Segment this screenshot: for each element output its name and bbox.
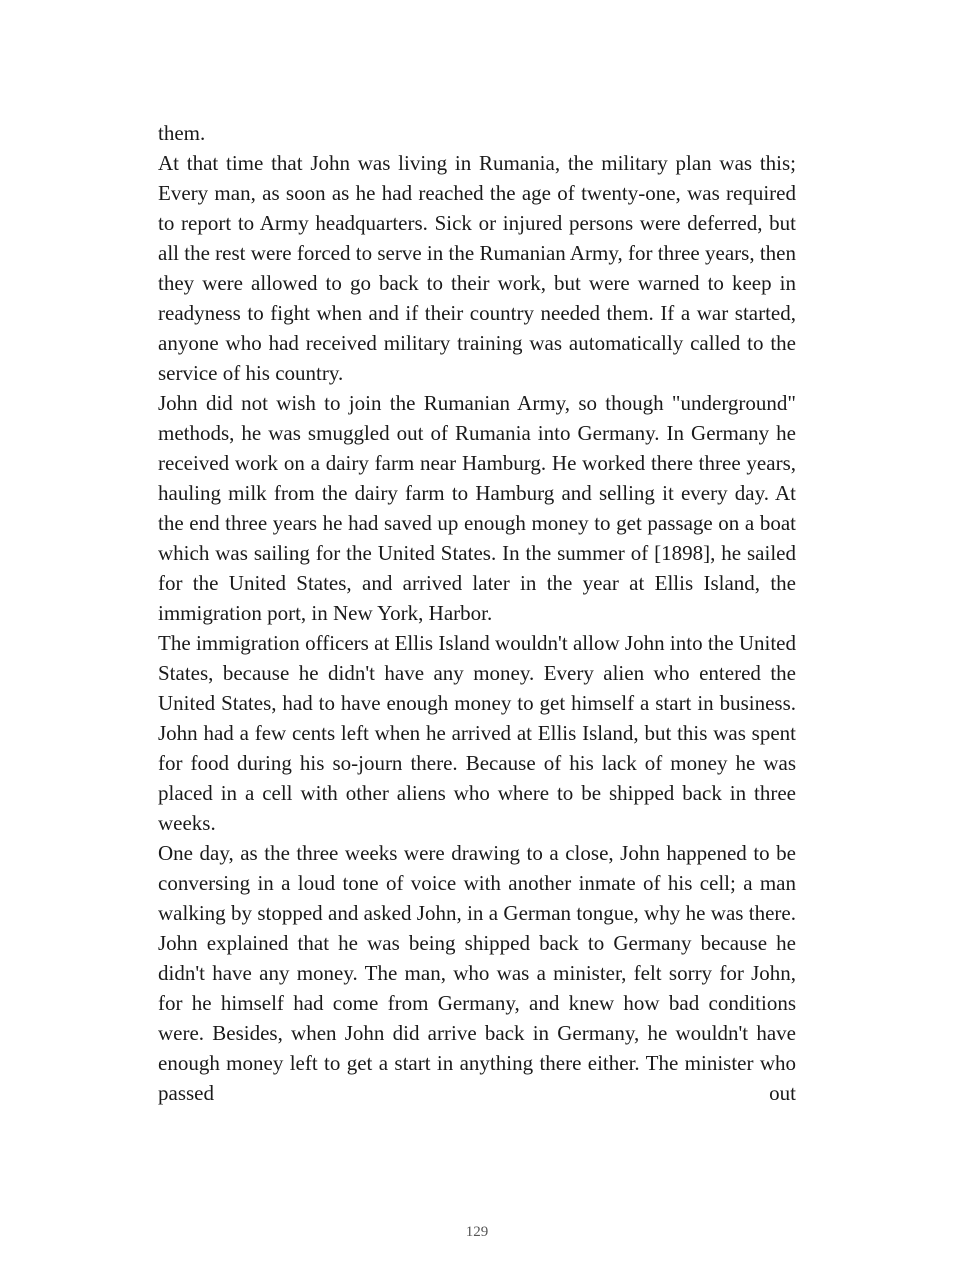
paragraph-1: them. — [158, 121, 206, 145]
paragraph-3: John did not wish to join the Rumanian Army, so though "underground" methods, he was smuggled out of Rumania into Germany. In Germany he received work on a dairy farm near Hamburg. He worked there three years, hauling milk from the dairy farm to Hamburg and selling it every day. At the end three years he had saved up enough money to get passage on a boat which was sailing for the United States. In the summer of [1898], he sailed for the United States, and arrived later in the year at Ellis Island, the immigration port, in New York, Harbor. — [158, 391, 796, 625]
paragraph-4: The immigration officers at Ellis Island wouldn't allow John into the United States, because he didn't have any money. Every alien who entered the United States, had to have enough money to get himself a start in business. John had a few cents left when he arrived at Ellis Island, but this was spent for food during his so-journ there. Because of his lack of money he was placed in a cell with other aliens who where to be shipped back in three weeks. — [158, 631, 796, 835]
body-text — [158, 118, 796, 1108]
page-number: 129 — [465, 1224, 489, 1240]
paragraph-5: One day, as the three weeks were drawing to a close, John happened to be conversing in a loud tone of voice with another inmate of his cell; a man walking by stopped and asked John, in a German tongue, why he was there. John explained that he was being shipped back to Germany because he didn't have any money. The man, who was a minister, felt sorry for John, for he himself had come from Germany, and knew how bad conditions were. Besides, when John did arrive back in Germany, he wouldn't have enough money left to get a start in anything there either. The minister who passed out — [158, 841, 796, 1105]
paragraph-2: At that time that John was living in Rumania, the military plan was this; Every man, as soon as he had reached the age of twenty-one, was required to report to Army headquarters. Sick or injured persons were deferred, but all the rest were forced to serve in the Rumanian Army, for three years, then they were allowed to go back to their work, but were warned to keep in readyness to fight when and if their country needed them. If a war started, anyone who had received military training was automatically called to the service of his country. — [158, 151, 796, 385]
